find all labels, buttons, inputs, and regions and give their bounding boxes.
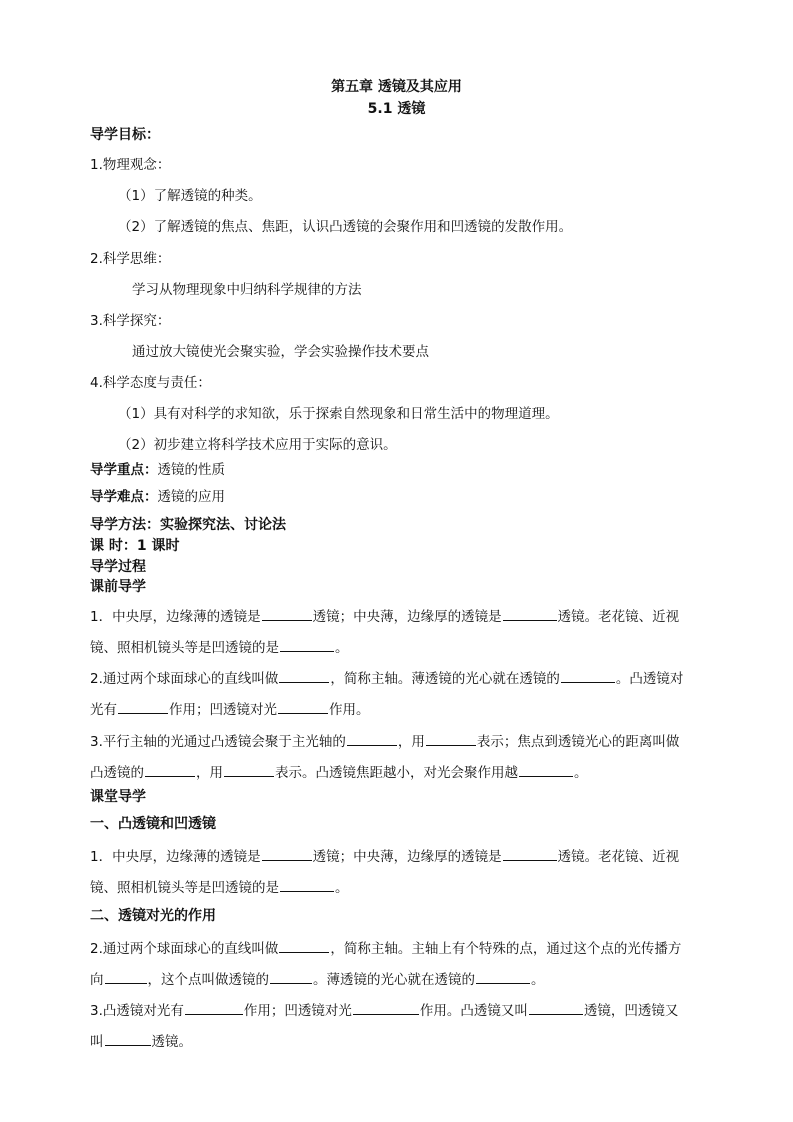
class-q1-line-2: 镜、照相机镜头等是凹透镜的是 。 bbox=[90, 877, 710, 897]
answer-blank[interactable] bbox=[279, 668, 329, 683]
class-q1-line-1: 1．中央厚，边缘薄的透镜是 透镜；中央薄，边缘厚的透镜是 透镜。老花镜、近视 bbox=[90, 846, 710, 866]
goal-4-label: 4.科学态度与责任： bbox=[90, 375, 211, 391]
class-q2-line-2: 向 ，这个点叫做透镜的 。薄透镜的光心就在透镜的 。 bbox=[90, 969, 710, 989]
answer-blank[interactable] bbox=[145, 762, 195, 777]
goal-1-label: 1.物理观念： bbox=[90, 157, 171, 173]
goal-1-item-2: （2）了解透镜的焦点、焦距，认识凸透镜的会聚作用和凹透镜的发散作用。 bbox=[118, 219, 573, 235]
answer-blank[interactable] bbox=[503, 846, 557, 861]
answer-blank[interactable] bbox=[561, 668, 615, 683]
answer-blank[interactable] bbox=[224, 762, 274, 777]
goal-4-item-1: （1）具有对科学的求知欲，乐于探索自然现象和日常生活中的物理道理。 bbox=[118, 406, 559, 422]
method-line: 导学方法：实验探究法、讨论法 bbox=[90, 517, 286, 533]
goals-heading: 导学目标： bbox=[90, 127, 160, 143]
answer-blank[interactable] bbox=[353, 1000, 419, 1015]
answer-blank[interactable] bbox=[105, 969, 147, 984]
answer-blank[interactable] bbox=[278, 699, 328, 714]
answer-blank[interactable] bbox=[270, 969, 312, 984]
pre-q1-line-2: 镜、照相机镜头等是凹透镜的是 。 bbox=[90, 637, 710, 657]
key-point bbox=[90, 461, 710, 479]
class-q3-line-2: 叫 透镜。 bbox=[90, 1031, 710, 1051]
answer-blank[interactable] bbox=[476, 969, 530, 984]
goal-3-label: 3.科学探究： bbox=[90, 313, 171, 329]
section-1-heading: 一、凸透镜和凹透镜 bbox=[90, 816, 216, 832]
goal-3-text: 通过放大镜使光会聚实验，学会实验操作技术要点 bbox=[132, 344, 429, 360]
difficulty-text: 透镜的应用 bbox=[157, 489, 225, 505]
pre-q1-line-1: 1．中央厚，边缘薄的透镜是 透镜；中央薄，边缘厚的透镜是 透镜。老花镜、近视 bbox=[90, 606, 710, 626]
pre-study-heading: 课前导学 bbox=[90, 579, 146, 595]
answer-blank[interactable] bbox=[347, 731, 397, 746]
goal-2-label: 2.科学思维： bbox=[90, 251, 171, 267]
key-point-text: 透镜的性质 bbox=[157, 462, 225, 478]
class-study-heading: 课堂导学 bbox=[90, 789, 146, 805]
answer-blank[interactable] bbox=[105, 1031, 151, 1046]
process-heading: 导学过程 bbox=[90, 559, 146, 575]
pre-q2-line-2: 光有 作用；凹透镜对光 作用。 bbox=[90, 699, 710, 719]
period-line: 课 时：1 课时 bbox=[90, 538, 180, 554]
answer-blank[interactable] bbox=[426, 731, 476, 746]
answer-blank[interactable] bbox=[280, 877, 334, 892]
answer-blank[interactable] bbox=[185, 1000, 243, 1015]
difficulty-label: 导学难点： bbox=[90, 489, 158, 505]
answer-blank[interactable] bbox=[279, 938, 329, 953]
answer-blank[interactable] bbox=[262, 846, 312, 861]
answer-blank[interactable] bbox=[280, 637, 334, 652]
chapter-title: 第五章 透镜及其应用 bbox=[331, 79, 462, 95]
answer-blank[interactable] bbox=[529, 1000, 583, 1015]
goal-2-text: 学习从物理现象中归纳科学规律的方法 bbox=[132, 282, 362, 298]
answer-blank[interactable] bbox=[503, 606, 557, 621]
section-title: 5.1 透镜 bbox=[367, 101, 426, 117]
class-q3-line-1: 3.凸透镜对光有 作用；凹透镜对光 作用。凸透镜又叫 透镜，凹透镜又 bbox=[90, 1000, 710, 1020]
goal-4-item-2: （2）初步建立将科学技术应用于实际的意识。 bbox=[118, 437, 397, 453]
pre-q3-line-1: 3.平行主轴的光通过凸透镜会聚于主光轴的 ，用 表示；焦点到透镜光心的距离叫做 bbox=[90, 731, 710, 751]
pre-q2-line-1: 2.通过两个球面球心的直线叫做 ，简称主轴。薄透镜的光心就在透镜的 。凸透镜对 bbox=[90, 668, 710, 688]
class-q2-line-1: 2.通过两个球面球心的直线叫做 ，简称主轴。主轴上有个特殊的点，通过这个点的光传播方 bbox=[90, 938, 710, 958]
answer-blank[interactable] bbox=[519, 762, 573, 777]
goal-1-item-1: （1）了解透镜的种类。 bbox=[118, 188, 262, 204]
section-2-heading: 二、透镜对光的作用 bbox=[90, 908, 216, 924]
key-point-label: 导学重点： bbox=[90, 462, 158, 478]
pre-q3-line-2: 凸透镜的 ，用 表示。凸透镜焦距越小，对光会聚作用越 。 bbox=[90, 762, 710, 782]
answer-blank[interactable] bbox=[118, 699, 168, 714]
answer-blank[interactable] bbox=[262, 606, 312, 621]
difficulty-point bbox=[90, 488, 710, 506]
